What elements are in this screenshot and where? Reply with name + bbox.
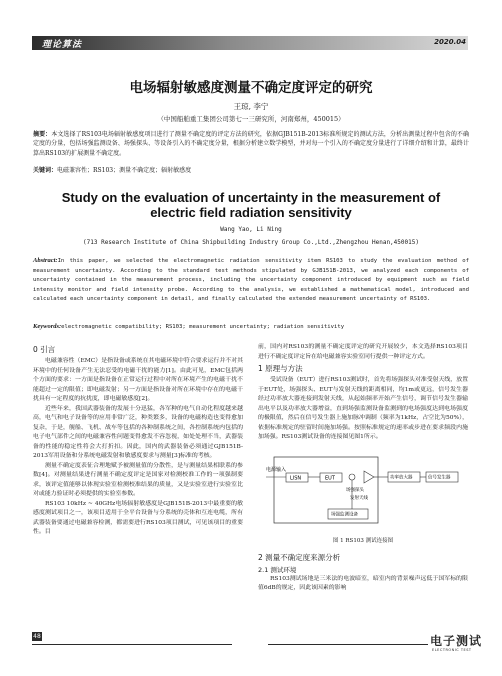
abstract-cn: [33, 130, 469, 158]
footer-rule-left: [32, 644, 232, 645]
keywords-en-text: electromagnetic compatibility; RS103; measurement uncertainty; radiation sensitivity: [61, 324, 345, 330]
keywords-en-label: Keywords:: [33, 323, 62, 330]
figure-caption: 图 1 RS103 测试连接图: [332, 537, 394, 544]
section-0-heading: 0 引言: [33, 345, 56, 354]
subsection-2-1-heading: 2.1 测试环境: [258, 565, 297, 574]
section-1-heading: 1 原理与方法: [258, 364, 303, 373]
left-column: [33, 343, 243, 538]
issue-label: 2020.04: [434, 38, 466, 46]
keywords-cn-label: 关键词：: [33, 167, 58, 174]
title-en: [0, 190, 502, 220]
journal-logo-subtitle: ELECTRONIC TEST: [432, 648, 472, 652]
paragraph: RS103测试场地是三米法的电波暗室，暗室内的背景噪声远低于国军标的限值6dB的规定，因此该因素的影响: [258, 575, 468, 591]
abstract-en: [33, 256, 469, 305]
page-header: [0, 0, 502, 52]
journal-logo: 电子测试: [430, 634, 483, 648]
abstract-cn-text: 本文选择了RS103电场辐射敏感度项目进行了测量不确定度的评定方法的研究，依据GJB151B-2013标准所规定的测试方法，分析出测量过程中包含的不确定度的分量，包括场强监测设备、场强探头、等设备引入的不确定度分量，根据分析建立数学模型，并对每一个引入的不确定度分量进行了详细介绍和计算，最终计算出RS103的扩展测量不确定度。: [33, 131, 469, 157]
probe-label: 场强探头: [346, 487, 364, 493]
amplifier-label: 功率放大器: [390, 475, 413, 480]
signal-generator-label: 信号发生器: [428, 475, 451, 480]
paragraph: RS103 10kHz ~ 40GHz电场辐射敏感度是GJB151B-2013中最重要的敏感度测试项目之一，该项目适用于全平台设备与分系统的壳体和互连电缆，所有武器装备要通过电磁兼容检测，都需要进行RS103项目测试，可见该项目的重要性。目: [33, 500, 243, 535]
section-2-heading: 2 测量不确定度来源分析: [258, 552, 341, 562]
paragraph: 近些年来，我国武器装备的发展十分迅猛，各军种的电气自动化程度越来越高，电气和电子设备等的应用非常广泛，种类繁多，设备的电磁构造也变得愈加复杂，于是，舰船、飞机、战车等包括的各种制系统之间，各控制系统内包括的电子电气部件之间的电磁兼容性问题变得愈发不容忽视，如处处理不当，武器装备的性能的稳定性将会大打折扣。因此，国内的武器装备必须通过GJB151B-2013军用设备和分系统电磁发射和敏感度要求与测量[3]标准的考核。: [33, 405, 243, 459]
abstract-en-label: Abstract:: [33, 257, 58, 264]
affiliation-en: (713 Research Institute of China Shipbuilding Industry Group Co.,Ltd.,Zhengzhou Henan,450015): [83, 239, 419, 246]
page-number: 48: [33, 633, 41, 640]
probe-icon: [349, 474, 355, 480]
title-en-line1: Study on the evaluation of uncertainty in the measurement of: [61, 190, 441, 205]
paragraph: 测量不确定度表征合理地赋予被测量值的分散性，是与测量结果相联系的参数[4]。对测量结果进行测量不确定度评定是国家对检测校准工作的一项强制要求，该评定值能够以体现实验室检测校准结果的质量，又是实验室进行实验室比对或能力验证时必须提供的实验室参数。: [33, 462, 243, 497]
eut-label: EUT: [325, 475, 335, 481]
paragraph: 前，国内对RS103的测量不确定度评定的研究开展较少，本文选择RS103项目进行不确定度评定旨在给电磁兼容实验室同行提供一种评定方式。: [258, 344, 468, 360]
right-column: [258, 343, 468, 594]
section-label: 理论算法: [42, 40, 83, 50]
title-en-line2: electric field radiation sensitivity: [150, 205, 352, 220]
lisn-label: LISN: [290, 475, 302, 481]
keywords-cn: [33, 166, 469, 175]
paragraph: 电磁兼容性（EMC）是指设备或系统在其电磁环境中符合要求运行并不对其环境中的任何设备产生无法忍受的电磁干扰的能力[1]。由此可见，EMC包括两个方面的要求：一方面是指设备在正常运行过程中对所在环境产生的电磁干扰不能超过一定的限值；即电磁发射；另一方面是指设备对所在环境中存在的电磁干扰具有一定程度的抗扰度，即电磁敏感度[2]。: [33, 358, 243, 402]
keywords-cn-text: 电磁兼容性；RS103；测量不确定度；辐射敏感度: [57, 167, 192, 174]
figure-1-diagram: [264, 449, 460, 535]
footer-rule-right: [268, 644, 428, 645]
abstract-cn-label: 摘要：: [33, 131, 52, 138]
affiliation-cn: （中国船舶重工集团公司第七一三研究所，河南郑州，450015）: [157, 115, 345, 123]
title-cn: 电场辐射敏感度测量不确定度评定的研究: [129, 80, 373, 96]
abstract-en-text: In this paper, we selected the electromagnetic radiation sensitivity item RS103 to study the evaluation method of measurement uncertainty. According to the standard test methods stipulated by GJB151B-2013, we analyzed each components of uncertainty contained in the measurement process, including the uncertainty component introduced by equipment such as field intensity monitor and field intensity probe. According to the analysis, we established a mathematical model, introduced and calculated each uncertainty component in detail, and finally calculated the extended measurement uncertainty of RS103.: [33, 258, 469, 302]
authors-en: Wang Yao, Li Ning: [220, 226, 282, 233]
authors-cn: 王琼, 李宁: [233, 102, 269, 111]
monitor-label: 场强监测设备: [331, 512, 358, 517]
header-bar: [32, 36, 468, 50]
page-number-badge: [32, 632, 42, 641]
antenna-label: 发射天线: [350, 495, 368, 501]
grid-label: 电源输入: [266, 466, 287, 473]
paragraph: 受试设备（EUT）进行RS103测试时，首先将场强探头对准受射天线，放置于EUT处，场强探头、EUT与发射天线的距离相同，均1m或更远，信号发生器经过功率放大器连接到发射天线，从起始频率开始产生信号，调节信号发生器输出电平以及功率放大器增益，直到场强监测设备监测到的电场强度达到电场强度的极限值，然后在信号发生器上施加脉冲调制（频率为1kHz，占空比为50%），依据标准规定的驻留时间施加场强。按照标准规定的速率或步进在要求频段内施加场强。RS103测试设备的连接图见图1所示。: [258, 377, 468, 440]
keywords-en: [33, 322, 469, 332]
test-connection-diagram: [264, 449, 460, 535]
antenna-icon: [364, 471, 374, 483]
